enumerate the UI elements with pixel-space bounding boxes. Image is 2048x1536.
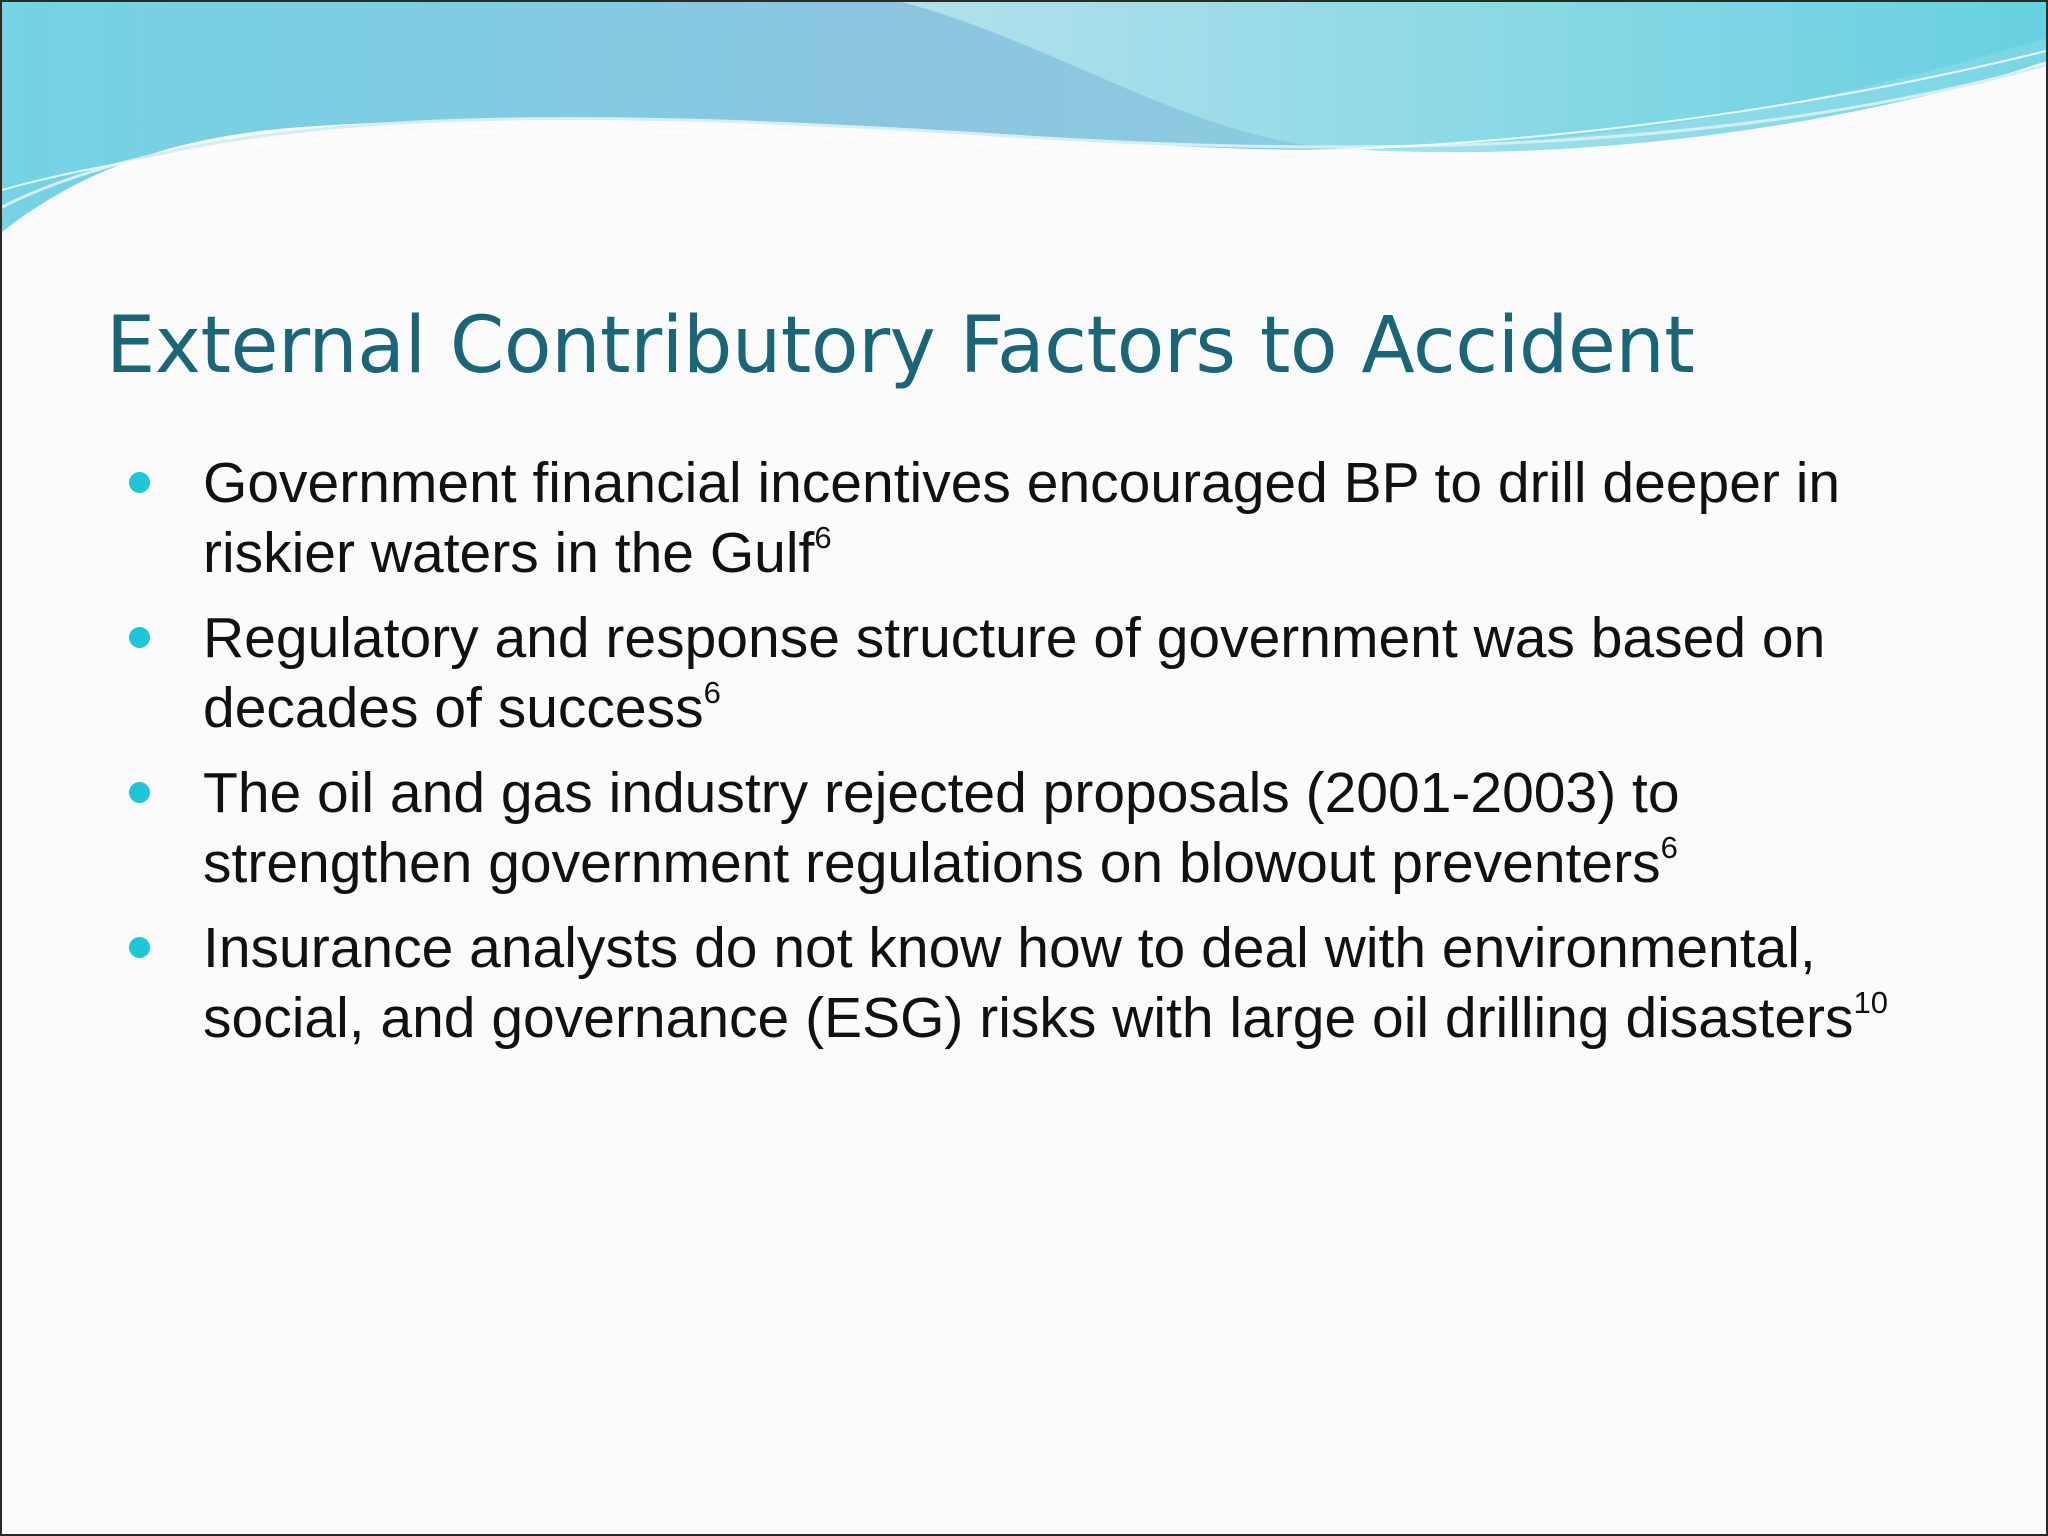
- bullet-item: [129, 603, 1949, 743]
- citation-superscript: 6: [703, 675, 721, 710]
- bullet-item: [129, 758, 1949, 898]
- bullet-dot-icon: [129, 937, 150, 958]
- bullet-text: Regulatory and response structure of government was based on decades of success: [203, 606, 1826, 740]
- bullet-item: [129, 448, 1949, 588]
- citation-superscript: 6: [1660, 830, 1678, 865]
- citation-superscript: 10: [1853, 985, 1889, 1020]
- bullet-text: The oil and gas industry rejected proposals (2001-2003) to strengthen government regulations on blowout preventers: [203, 761, 1680, 895]
- bullet-dot-icon: [129, 627, 150, 648]
- bullet-text: Government financial incentives encouraged BP to drill deeper in riskier waters in the Gulf: [203, 451, 1841, 585]
- bullet-list: [129, 448, 1949, 1068]
- slide-title: External Contributory Factors to Accident: [106, 301, 1695, 391]
- bullet-dot-icon: [129, 472, 150, 493]
- bullet-item: [129, 913, 1949, 1053]
- header-wave-decoration: [2, 2, 2048, 262]
- citation-superscript: 6: [814, 520, 832, 555]
- bullet-dot-icon: [129, 782, 150, 803]
- bullet-text: Insurance analysts do not know how to deal with environmental, social, and governance (ESG) risks with large oil drilling disasters: [203, 916, 1854, 1050]
